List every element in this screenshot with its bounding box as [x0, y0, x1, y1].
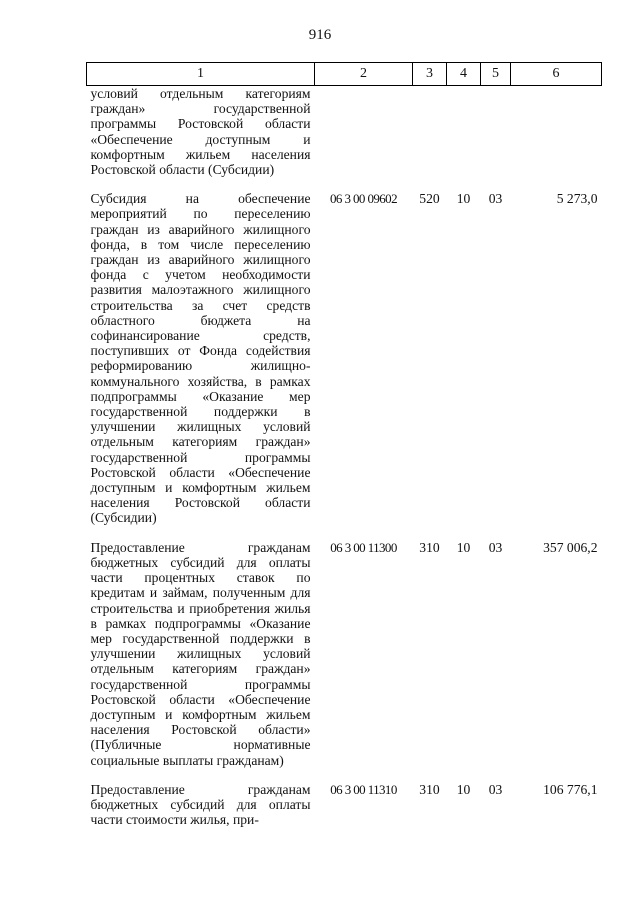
- row-subsection: [481, 86, 511, 178]
- row-section: [447, 86, 481, 178]
- row-subsection: 03: [488, 539, 503, 555]
- row-target-code: 06 3 00 09602: [330, 191, 397, 207]
- table-row: [87, 86, 602, 178]
- row-expense-type: 310: [419, 539, 440, 555]
- row-description: Предоставление гражданам бюджетных субсидий для оплаты части процентных ставок по кредитам и займам, полученным для строительства и приобретения жилья в рамках подпрограммы «Оказание мер государственной поддержки в улучшении жилищных условий отдельным категориям граждан» государственной программы Ростовской области «Обеспечение доступным и комфортным жильем населения Ростовской области» (Публичные нормативные социальные выплаты гражданам): [90, 539, 311, 768]
- page-number: 916: [308, 27, 332, 43]
- row-spacer: [87, 526, 602, 540]
- row-amount: 357 006,2: [543, 539, 598, 555]
- row-expense-type: 520: [419, 191, 440, 207]
- column-header: 4: [447, 63, 481, 86]
- row-target-code: 06 3 00 11300: [330, 539, 397, 555]
- row-expense-type: [413, 86, 447, 178]
- column-header: 3: [413, 63, 447, 86]
- table-row: [87, 191, 602, 525]
- row-expense-type: 310: [419, 781, 440, 797]
- table-row: [87, 782, 602, 828]
- row-amount: 5 273,0: [556, 191, 598, 207]
- column-header: 6: [511, 63, 602, 86]
- row-section: 10: [456, 781, 471, 797]
- row-subsection: 03: [488, 781, 503, 797]
- row-amount: 106 776,1: [543, 781, 598, 797]
- row-amount: [511, 86, 602, 178]
- row-description: Субсидия на обеспечение мероприятий по переселению граждан из аварийного жилищного фонда, в том числе переселению граждан из аварийного жилищного фонда с учетом необходимости развития малоэтажного жилищного строительства за счет средств областного бюджета на софинансирование средств, поступивших от Фонда содействия реформированию жилищно-коммунального хозяйства, в рамках подпрограммы «Оказание мер государственной поддержки в улучшении жилищных условий отдельным категориям граждан» государственной программы Ростовской области «Обеспечение доступным и комфортным жильем населения Ростовской области (Субсидии): [90, 191, 311, 526]
- row-section: 10: [456, 191, 471, 207]
- column-header: 5: [481, 63, 511, 86]
- row-description: Предоставление гражданам бюджетных субсидий для оплаты части стоимости жилья, при-: [90, 781, 311, 828]
- row-spacer: [87, 177, 602, 191]
- column-header: 2: [315, 63, 413, 86]
- table-row: [87, 540, 602, 768]
- budget-table: [86, 62, 602, 827]
- row-spacer: [87, 768, 602, 782]
- row-subsection: 03: [488, 191, 503, 207]
- row-description: условий отдельным категориям граждан» государственной программы Ростовской области «Обеспечение доступным и комфортным жильем населения Ростовской области (Субсидии): [90, 86, 311, 178]
- row-target-code: [315, 86, 413, 178]
- table-header-row: [87, 63, 602, 86]
- column-header: 1: [87, 63, 315, 86]
- row-target-code: 06 3 00 11310: [330, 781, 397, 797]
- row-section: 10: [456, 539, 471, 555]
